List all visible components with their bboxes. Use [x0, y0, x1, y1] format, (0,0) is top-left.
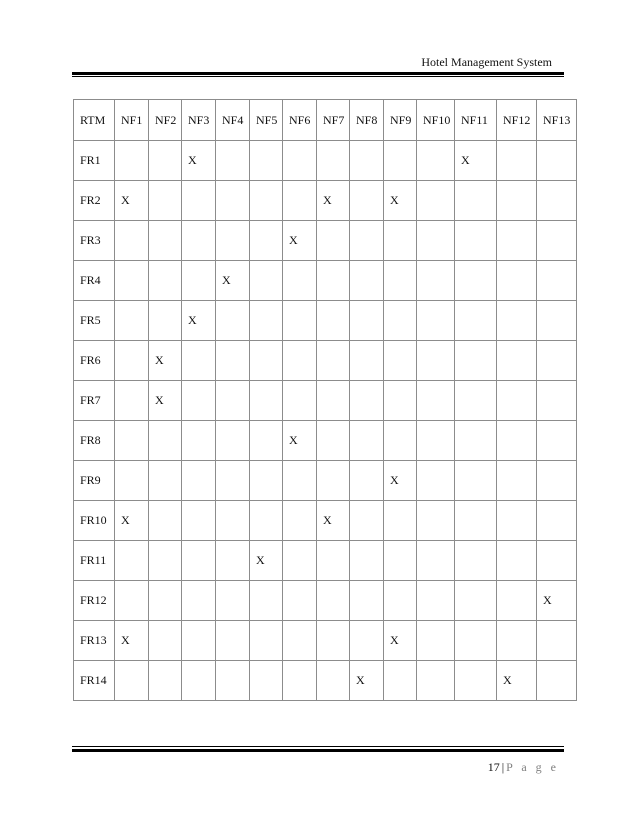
- matrix-cell: [250, 501, 283, 541]
- matrix-cell: [350, 541, 384, 581]
- matrix-cell: [182, 581, 216, 621]
- footer-rule-thick: [72, 749, 564, 752]
- matrix-cell: [115, 381, 149, 421]
- matrix-cell: X: [317, 501, 350, 541]
- header-rule-thick: [72, 72, 564, 75]
- matrix-cell: [317, 541, 350, 581]
- matrix-cell: [350, 141, 384, 181]
- column-header: NF1: [115, 100, 149, 141]
- matrix-cell: [115, 581, 149, 621]
- matrix-cell: [317, 621, 350, 661]
- matrix-cell: [283, 181, 317, 221]
- matrix-cell: [497, 341, 537, 381]
- matrix-cell: [182, 501, 216, 541]
- table-row: [74, 301, 577, 341]
- matrix-cell: [317, 381, 350, 421]
- matrix-cell: X: [350, 661, 384, 701]
- matrix-cell: [455, 381, 497, 421]
- matrix-cell: [283, 381, 317, 421]
- matrix-cell: [537, 181, 577, 221]
- matrix-cell: [350, 621, 384, 661]
- matrix-cell: [455, 301, 497, 341]
- matrix-cell: [216, 661, 250, 701]
- matrix-cell: [283, 341, 317, 381]
- matrix-cell: X: [115, 501, 149, 541]
- matrix-cell: [417, 621, 455, 661]
- matrix-cell: [115, 341, 149, 381]
- matrix-cell: [537, 301, 577, 341]
- matrix-cell: [497, 381, 537, 421]
- matrix-cell: [350, 221, 384, 261]
- matrix-cell: [417, 141, 455, 181]
- matrix-cell: [216, 301, 250, 341]
- matrix-cell: [182, 661, 216, 701]
- matrix-cell: [384, 301, 417, 341]
- matrix-cell: [384, 141, 417, 181]
- matrix-cell: [115, 541, 149, 581]
- row-label: FR9: [74, 461, 115, 501]
- row-label: FR4: [74, 261, 115, 301]
- matrix-cell: [537, 341, 577, 381]
- matrix-cell: [250, 661, 283, 701]
- matrix-cell: [497, 141, 537, 181]
- matrix-cell: [497, 461, 537, 501]
- matrix-cell: [283, 461, 317, 501]
- matrix-cell: [283, 621, 317, 661]
- matrix-cell: [384, 341, 417, 381]
- matrix-cell: [350, 301, 384, 341]
- table-row: [74, 621, 577, 661]
- row-label: FR13: [74, 621, 115, 661]
- matrix-cell: [455, 461, 497, 501]
- matrix-cell: [115, 661, 149, 701]
- matrix-cell: [115, 221, 149, 261]
- matrix-cell: [216, 341, 250, 381]
- matrix-cell: [216, 621, 250, 661]
- matrix-cell: X: [149, 341, 182, 381]
- matrix-cell: [182, 221, 216, 261]
- matrix-cell: [317, 261, 350, 301]
- matrix-cell: [417, 261, 455, 301]
- matrix-cell: [417, 181, 455, 221]
- page-number: 17: [487, 760, 500, 774]
- matrix-cell: X: [149, 381, 182, 421]
- matrix-cell: X: [497, 661, 537, 701]
- matrix-cell: [497, 501, 537, 541]
- matrix-cell: [250, 581, 283, 621]
- matrix-cell: [417, 501, 455, 541]
- matrix-cell: [497, 301, 537, 341]
- matrix-cell: [149, 541, 182, 581]
- column-header: NF10: [417, 100, 455, 141]
- matrix-cell: X: [250, 541, 283, 581]
- matrix-cell: X: [384, 621, 417, 661]
- row-label: FR14: [74, 661, 115, 701]
- matrix-cell: [537, 461, 577, 501]
- matrix-cell: [283, 661, 317, 701]
- row-label: FR3: [74, 221, 115, 261]
- matrix-cell: [497, 261, 537, 301]
- matrix-cell: [149, 141, 182, 181]
- table-row: [74, 421, 577, 461]
- matrix-cell: [149, 661, 182, 701]
- matrix-cell: [149, 461, 182, 501]
- matrix-cell: [417, 581, 455, 621]
- matrix-cell: [216, 221, 250, 261]
- matrix-cell: [250, 461, 283, 501]
- matrix-cell: [182, 341, 216, 381]
- page-separator: |: [501, 760, 505, 774]
- matrix-cell: [149, 301, 182, 341]
- row-label: FR10: [74, 501, 115, 541]
- page-label: P a g e: [506, 760, 559, 774]
- matrix-cell: [537, 621, 577, 661]
- column-header: NF4: [216, 100, 250, 141]
- matrix-cell: X: [115, 621, 149, 661]
- table-row: [74, 581, 577, 621]
- matrix-cell: [537, 381, 577, 421]
- matrix-cell: [350, 261, 384, 301]
- matrix-cell: [149, 221, 182, 261]
- matrix-cell: [216, 501, 250, 541]
- matrix-cell: [317, 421, 350, 461]
- matrix-cell: [182, 261, 216, 301]
- matrix-cell: [350, 501, 384, 541]
- matrix-cell: [417, 381, 455, 421]
- matrix-cell: [317, 581, 350, 621]
- matrix-cell: [283, 261, 317, 301]
- matrix-cell: [317, 221, 350, 261]
- matrix-cell: [497, 541, 537, 581]
- matrix-cell: X: [283, 221, 317, 261]
- matrix-cell: [250, 181, 283, 221]
- matrix-cell: [250, 381, 283, 421]
- column-header: NF7: [317, 100, 350, 141]
- matrix-cell: [384, 221, 417, 261]
- matrix-cell: [537, 541, 577, 581]
- matrix-cell: [317, 341, 350, 381]
- matrix-cell: [317, 661, 350, 701]
- matrix-cell: [417, 461, 455, 501]
- matrix-cell: [497, 621, 537, 661]
- matrix-cell: X: [216, 261, 250, 301]
- row-label: FR6: [74, 341, 115, 381]
- matrix-cell: [283, 581, 317, 621]
- table-row: [74, 381, 577, 421]
- column-header: NF5: [250, 100, 283, 141]
- matrix-cell: [216, 181, 250, 221]
- matrix-cell: X: [317, 181, 350, 221]
- matrix-cell: [115, 421, 149, 461]
- matrix-cell: [149, 181, 182, 221]
- row-label: FR11: [74, 541, 115, 581]
- table-row: [74, 141, 577, 181]
- footer-rule-thin: [72, 746, 564, 747]
- matrix-cell: X: [182, 141, 216, 181]
- matrix-cell: [455, 421, 497, 461]
- matrix-cell: [115, 461, 149, 501]
- matrix-cell: [537, 661, 577, 701]
- column-header: NF3: [182, 100, 216, 141]
- matrix-cell: [149, 621, 182, 661]
- matrix-cell: [250, 341, 283, 381]
- matrix-cell: [250, 261, 283, 301]
- matrix-cell: [250, 141, 283, 181]
- matrix-cell: X: [182, 301, 216, 341]
- matrix-cell: [537, 421, 577, 461]
- matrix-cell: [250, 301, 283, 341]
- matrix-cell: [417, 661, 455, 701]
- matrix-cell: [497, 181, 537, 221]
- matrix-cell: [283, 141, 317, 181]
- matrix-cell: [384, 581, 417, 621]
- matrix-cell: [417, 341, 455, 381]
- table-header-row: [74, 100, 577, 141]
- table-row: [74, 461, 577, 501]
- matrix-cell: [350, 181, 384, 221]
- matrix-cell: [417, 421, 455, 461]
- matrix-cell: [455, 581, 497, 621]
- matrix-cell: [417, 301, 455, 341]
- matrix-cell: [455, 221, 497, 261]
- matrix-cell: [283, 501, 317, 541]
- column-header: NF13: [537, 100, 577, 141]
- matrix-cell: [455, 661, 497, 701]
- matrix-cell: [350, 341, 384, 381]
- matrix-cell: [149, 261, 182, 301]
- matrix-cell: [216, 381, 250, 421]
- matrix-cell: [384, 381, 417, 421]
- matrix-cell: [384, 261, 417, 301]
- matrix-cell: [455, 261, 497, 301]
- matrix-cell: [455, 181, 497, 221]
- traceability-matrix-table: [73, 99, 577, 701]
- matrix-cell: [455, 501, 497, 541]
- matrix-cell: [384, 421, 417, 461]
- column-header: NF9: [384, 100, 417, 141]
- matrix-cell: [250, 221, 283, 261]
- matrix-cell: [149, 581, 182, 621]
- matrix-cell: [182, 621, 216, 661]
- matrix-cell: [350, 461, 384, 501]
- matrix-cell: [384, 501, 417, 541]
- matrix-cell: [537, 141, 577, 181]
- matrix-cell: [182, 461, 216, 501]
- matrix-cell: [350, 381, 384, 421]
- matrix-cell: [350, 421, 384, 461]
- matrix-cell: [182, 541, 216, 581]
- header-title: Hotel Management System: [421, 55, 552, 69]
- row-label: FR7: [74, 381, 115, 421]
- matrix-cell: [216, 581, 250, 621]
- matrix-cell: X: [384, 181, 417, 221]
- row-label: FR5: [74, 301, 115, 341]
- column-header: NF2: [149, 100, 182, 141]
- matrix-cell: [384, 661, 417, 701]
- matrix-cell: [455, 341, 497, 381]
- matrix-cell: X: [537, 581, 577, 621]
- matrix-cell: [417, 221, 455, 261]
- matrix-cell: [115, 301, 149, 341]
- matrix-cell: [497, 581, 537, 621]
- matrix-cell: [497, 221, 537, 261]
- page-footer: [488, 760, 559, 775]
- column-header: NF12: [497, 100, 537, 141]
- matrix-cell: [384, 541, 417, 581]
- matrix-cell: [182, 181, 216, 221]
- matrix-cell: [537, 261, 577, 301]
- matrix-cell: [317, 461, 350, 501]
- matrix-cell: [216, 541, 250, 581]
- matrix-cell: [149, 501, 182, 541]
- table-row: [74, 181, 577, 221]
- row-label: FR12: [74, 581, 115, 621]
- matrix-cell: X: [384, 461, 417, 501]
- matrix-cell: [283, 541, 317, 581]
- column-header: NF8: [350, 100, 384, 141]
- table-row: [74, 501, 577, 541]
- column-header: RTM: [74, 100, 115, 141]
- matrix-cell: X: [115, 181, 149, 221]
- header-rule-thin: [72, 76, 564, 77]
- table-row: [74, 261, 577, 301]
- column-header: NF6: [283, 100, 317, 141]
- matrix-cell: [182, 381, 216, 421]
- matrix-cell: X: [455, 141, 497, 181]
- matrix-cell: [317, 301, 350, 341]
- matrix-cell: [216, 461, 250, 501]
- matrix-cell: X: [283, 421, 317, 461]
- matrix-cell: [417, 541, 455, 581]
- matrix-cell: [149, 421, 182, 461]
- matrix-cell: [216, 141, 250, 181]
- table-row: [74, 341, 577, 381]
- matrix-cell: [216, 421, 250, 461]
- row-label: FR2: [74, 181, 115, 221]
- matrix-cell: [115, 261, 149, 301]
- matrix-cell: [455, 541, 497, 581]
- matrix-cell: [537, 221, 577, 261]
- matrix-cell: [250, 421, 283, 461]
- column-header: NF11: [455, 100, 497, 141]
- row-label: FR1: [74, 141, 115, 181]
- matrix-cell: [182, 421, 216, 461]
- table-row: [74, 541, 577, 581]
- matrix-cell: [250, 621, 283, 661]
- matrix-cell: [537, 501, 577, 541]
- matrix-cell: [283, 301, 317, 341]
- row-label: FR8: [74, 421, 115, 461]
- matrix-cell: [350, 581, 384, 621]
- matrix-cell: [497, 421, 537, 461]
- matrix-cell: [115, 141, 149, 181]
- matrix-cell: [455, 621, 497, 661]
- table-row: [74, 221, 577, 261]
- table-row: [74, 661, 577, 701]
- matrix-cell: [317, 141, 350, 181]
